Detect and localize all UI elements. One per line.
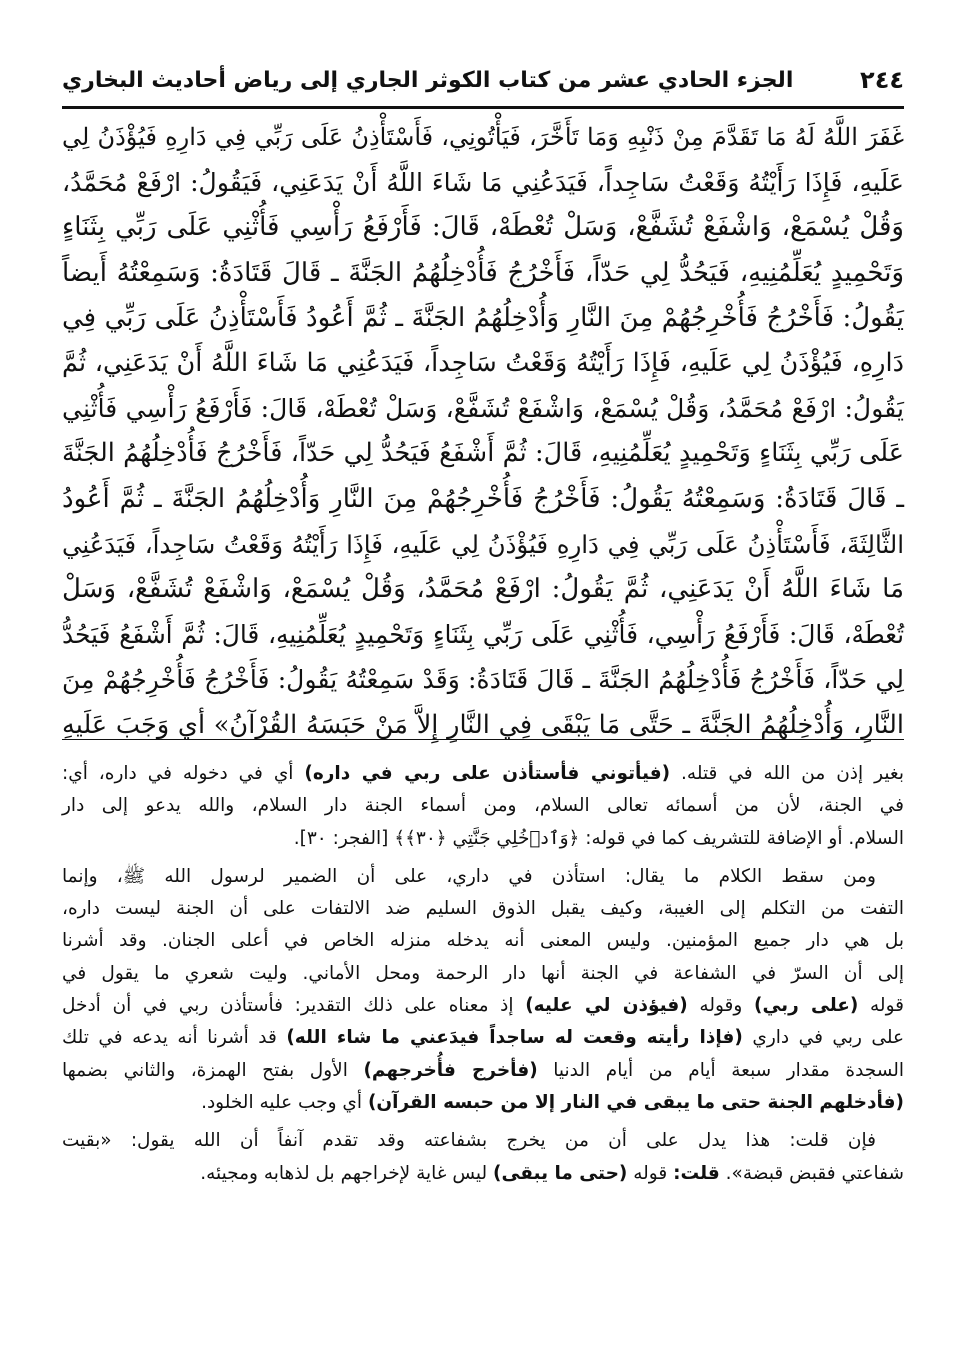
commentary-line: على ربي في داري (فإذا رأيته وقعت له ساجداً فيدَعني ما شاء الله) قد أشرنا أنه يدعه في تلك — [62, 1027, 904, 1049]
quoted-phrase: (على ربي) — [753, 995, 859, 1017]
hadith-line: النَّارِ، وَأُدْخِلُهُمُ الجَنَّةَ ـ حَتَّى مَا يَبْقَى فِي النَّارِ إِلاَّ مَنْ حَبَسَهُ القُرْآنُ» أي وَجَبَ عَلَيهِ — [62, 709, 904, 740]
commentary-line: قوله (على ربي) وقوله (فيؤذن لي عليه) إذ معناه على ذلك التقدير: فأستأذن ربي في أن أدخل — [62, 995, 904, 1017]
hadith-line: وَقُلْ يُسْمَعْ، وَاشْفَعْ تُشَفَّعْ، وَسَلْ تُعْطَهْ، قَالَ: فَأَرْفَعُ رَأْسِي فَأُثْنِي عَلَى رَبِّي بِثَنَاءٍ — [62, 212, 904, 243]
commentary-line: التفت من التكلم إلى الغيبة، وكيف يقبل الذوق السليم ضد الالتفات على أن الجنة ليست داره، — [62, 898, 904, 920]
hadith-text — [62, 115, 904, 740]
running-title: الجزء الحادي عشر من كتاب الكوثر الجاري إلى رياض أحاديث البخاري — [62, 67, 794, 93]
quoted-phrase: (فيأتوني فأستأذن على ربي في داره) — [304, 763, 671, 784]
qult-label: قلت: — [673, 1162, 720, 1184]
hadith-line: يَقُولُ: ارْفَعْ مُحَمَّدُ، وَقُلْ يُسْمَعْ، وَاشْفَعْ تُشَفَّعْ، وَسَلْ تُعْطَهْ، قَالَ: فَأَرْفَعُ رَأْسِي فَأُثْنِي — [62, 394, 904, 424]
commentary-paragraph — [62, 1125, 904, 1190]
quoted-phrase: (فإذا رأيته وقعت له ساجداً فيدَعني ما شاء الله) — [286, 1027, 743, 1049]
commentary-line: فإن قلت: هذا يدل على أن من يخرج بشفاعته وقد تقدم آنفاً أن الله يقول: «بقيت — [62, 1130, 876, 1152]
page-number: ٢٤٤ — [860, 66, 904, 94]
commentary-line: في الجنة، لأن من أسمائه تعالى السلام، ومن أسماء الجنة دار السلام، والله يدعو إلى دار — [62, 795, 904, 817]
commentary-line: ومن سقط الكلام ما يقال: استأذن في داري، على أن الضمير لرسول الله ﷺ، وإنما — [62, 865, 876, 887]
quoted-phrase: (حتى ما يبقى) — [493, 1162, 628, 1184]
commentary-line: السجدة مقدار سبعة أيام من أيام الدنيا (فأخرج فأُخرجهم) الأول بفتح الهمزة، والثاني بضمها — [62, 1059, 905, 1081]
page-header — [62, 58, 904, 102]
commentary-line: السلام. أو الإضافة للتشريف كما في قوله: ﴿وَٱدۡخُلِي جَنَّتِي ﴿٣٠﴾﴾ [الفجر: ٣٠]. — [293, 827, 904, 849]
hadith-line: مَا شَاءَ اللَّهُ أَنْ يَدَعَنِي، ثُمَّ يَقُولُ: ارْفَعْ مُحَمَّدُ، وَقُلْ يُسْمَعْ، وَاشْفَعْ تُشَفَّعْ، وَسَلْ — [62, 574, 904, 605]
hadith-line: ـ قَالَ قَتَادَةُ: وَسَمِعْتُهُ يَقُولُ: فَأَخْرُجُ فَأُخْرِجُهُمْ مِنَ النَّارِ وَأُدْخِلُهُمُ الجَنَّةَ ـ ثُمَّ أَعُودُ — [62, 483, 904, 514]
hadith-line: وَتَحْمِيدٍ يُعَلِّمُنِيهِ، فَيَحُدُّ لِي حَدّاً، فَأَخْرُجُ فَأُدْخِلُهُمُ الجَنَّةَ ـ قَالَ قَتَادَةُ: وَسَمِعْتُهُ أَيضاً — [62, 257, 904, 288]
commentary-line: إلى أن السرّ في الشفاعة في الجنة أنها دار الرحمة ومحل الأماني. وليت شعري ما يقول في — [62, 962, 904, 984]
hadith-line: لِي حَدّاً، فَأَخْرُجُ فَأُدْخِلُهُمُ الجَنَّةَ ـ قَالَ قَتَادَةُ: وَقَدْ سَمِعْتُهُ يَقُولُ: فَأَخْرُجُ فَأُخْرِجُهُمْ مِنَ — [62, 665, 904, 695]
commentary-section — [62, 758, 904, 1190]
hadith-line: تُعْطَهْ، قَالَ: فَأَرْفَعُ رَأْسِي، فَأُثْنِي عَلَى رَبِّي بِثَنَاءٍ وَتَحْمِيدٍ يُعَلِّمُنِيهِ، قَالَ: ثُمَّ أَشْفَعُ فَيَحُدُّ — [62, 620, 904, 650]
commentary-line: (فأدخلهم الجنة حتى ما يبقى في النار إلا من حبسه القرآن) أي وجب عليه الخلود. — [201, 1091, 904, 1113]
quoted-phrase: (فيؤذن لي عليه) — [525, 995, 688, 1017]
hadith-line: غَفَرَ اللَّهُ لَهُ مَا تَقَدَّمَ مِنْ ذَنْبِهِ وَمَا تَأَخَّرَ، فَيَأْتُونِي، فَأَسْتَأْذِنُ عَلَى رَبِّي فِي دَارِهِ فَيُؤْذَنُ لِي — [62, 123, 904, 151]
commentary-paragraph — [62, 758, 904, 855]
commentary-line: شفاعتي فقبض قبضة». قلت: قوله (حتى ما يبقى) ليس غاية لإخراجهم بل لذهابه ومجيئه. — [200, 1162, 904, 1184]
commentary-paragraph — [62, 861, 904, 1119]
hadith-line: عَلَى رَبِّي بِثَنَاءٍ وَتَحْمِيدٍ يُعَلِّمُنِيهِ، قَالَ: ثُمَّ أَشْفَعُ فَيَحُدُّ لِي حَدّاً، فَأَخْرُجُ فَأُدْخِلُهُمُ الجَنَّةَ — [62, 438, 904, 469]
header-rule — [62, 106, 904, 109]
hadith-line: دَارِهِ، فَيُؤْذَنُ لِي عَلَيهِ، فَإِذَا رَأَيْتُهُ وَقَعْتُ سَاجِداً، فَيَدَعُنِي مَا شَاءَ اللَّهُ أَنْ يَدَعَنِي، ثُمَّ — [62, 348, 904, 379]
hadith-line: يَقُولُ: فَأَخْرُجُ فَأُخْرِجُهُمْ مِنَ النَّارِ وَأُدْخِلُهُمُ الجَنَّةَ ـ ثُمَّ أَعُودُ فَأَسْتَأْذِنُ عَلَى رَبِّي فِي — [62, 302, 904, 333]
commentary-line: بل هي دار جميع المؤمنين. وليس المعنى أنه يدخله منزله الخاص في أعلى الجنان. وقد أشرنا — [62, 930, 904, 952]
quoted-phrase: (فأخرج فأُخرجهم) — [363, 1059, 538, 1081]
book-page — [62, 58, 904, 1318]
quoted-phrase: (فأدخلهم الجنة حتى ما يبقى في النار إلا من حبسه القرآن) — [367, 1091, 904, 1113]
hadith-line: عَلَيهِ، فَإِذَا رَأَيْتُهُ وَقَعْتُ سَاجِداً، فَيَدَعُنِي مَا شَاءَ اللَّهُ أَنْ يَدَعَنِي، فَيَقُولُ: ارْفَعْ مُحَمَّدُ، — [62, 168, 904, 198]
hadith-line: الثَّالِثَةَ، فَأَسْتَأْذِنُ عَلَى رَبِّي فِي دَارِهِ فَيُؤْذَنُ لِي عَلَيهِ، فَإِذَا رَأَيْتُهُ وَقَعْتُ سَاجِداً، فَيَدَعُنِي — [62, 529, 904, 559]
commentary-line: بغير إذن من الله في قتله. (فيأتوني فأستأذن على ربي في داره) أي في دخوله في داره، أي: — [62, 763, 904, 784]
